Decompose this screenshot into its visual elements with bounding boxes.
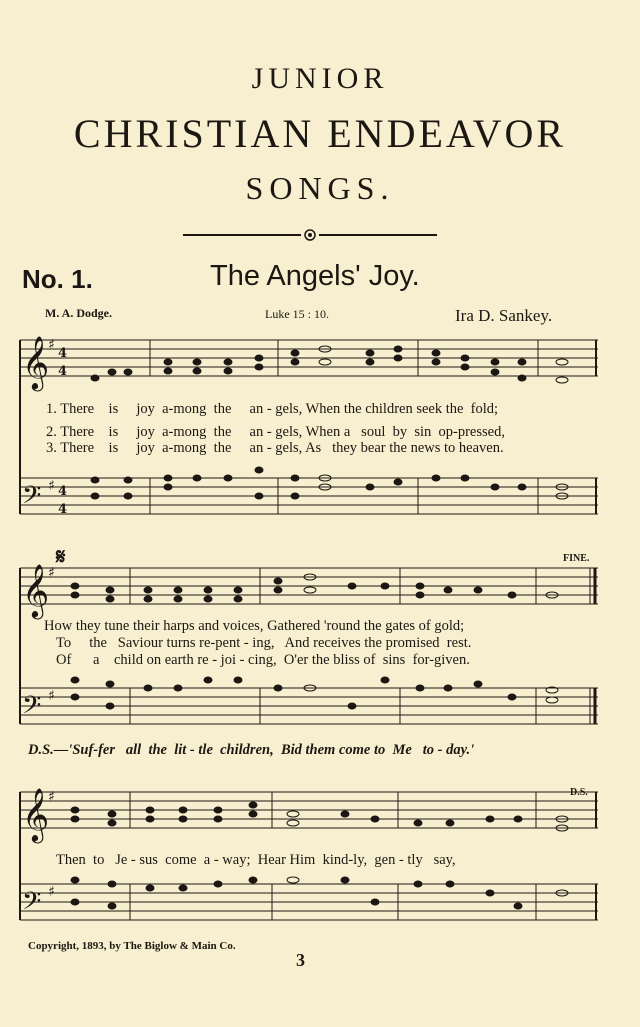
bass-staff-1 bbox=[20, 478, 598, 514]
book-title-songs: SONGS. bbox=[245, 170, 395, 206]
verse-1-line-2: How they tune their harps and voices, Gathered 'round the gates of gold; bbox=[44, 618, 465, 634]
verse-3-line-1: 3. There is joy a-mong the an - gels, As they bear the news to heaven. bbox=[46, 440, 504, 456]
svg-text:♯: ♯ bbox=[48, 789, 55, 805]
ds-refrain-line: D.S.—'Suf-fer all the lit - tle children, Bid them come to Me to - day.' bbox=[28, 742, 475, 758]
treble-staff-1 bbox=[20, 340, 598, 376]
svg-text:4: 4 bbox=[58, 346, 68, 361]
book-title-christian-endeavor: CHRISTIAN ENDEAVOR bbox=[73, 111, 567, 156]
fine-mark: FINE. bbox=[563, 553, 590, 564]
book-title-junior: JUNIOR bbox=[251, 62, 389, 95]
scripture-reference: Luke 15 : 10. bbox=[265, 307, 329, 321]
verse-2-line-2: To the Saviour turns re-pent - ing, And receives the promised rest. bbox=[56, 635, 472, 651]
svg-text:𝄞: 𝄞 bbox=[22, 563, 50, 617]
treble-staff-3 bbox=[20, 792, 598, 828]
copyright-notice: Copyright, 1893, by The Biglow & Main Co. bbox=[28, 940, 236, 952]
svg-text:♯: ♯ bbox=[48, 688, 55, 704]
lyricist: M. A. Dodge. bbox=[45, 306, 112, 320]
verse-2-line-1: 2. There is joy a-mong the an - gels, When a soul by sin op-pressed, bbox=[46, 424, 505, 440]
svg-text:♯: ♯ bbox=[48, 478, 55, 494]
notes-system-1-treble bbox=[91, 346, 568, 383]
hymn-number: No. 1. bbox=[22, 264, 93, 294]
svg-text:𝄢: 𝄢 bbox=[22, 887, 42, 922]
page-number: 3 bbox=[296, 950, 305, 970]
svg-text:4: 4 bbox=[58, 502, 68, 517]
svg-text:♯: ♯ bbox=[48, 884, 55, 900]
notes-system-3-treble bbox=[71, 802, 568, 831]
svg-text:𝄢: 𝄢 bbox=[22, 691, 42, 726]
verse-3-line-2: Of a child on earth re - joi - cing, O'er the bliss of sins for-given. bbox=[56, 652, 470, 668]
verse-1-line-1: 1. There is joy a-mong the an - gels, When the children seek the fold; bbox=[46, 401, 499, 417]
bass-staff-3 bbox=[20, 884, 598, 920]
svg-text:♯: ♯ bbox=[48, 337, 55, 353]
ds-mark: D.S. bbox=[570, 787, 588, 798]
svg-text:𝄞: 𝄞 bbox=[22, 335, 50, 389]
notes-system-1-bass bbox=[91, 467, 568, 499]
svg-text:𝄢: 𝄢 bbox=[22, 481, 42, 516]
svg-text:4: 4 bbox=[58, 484, 68, 499]
notes-system-2-treble bbox=[71, 574, 558, 602]
svg-text:𝄞: 𝄞 bbox=[22, 787, 50, 841]
hymn-title: The Angels' Joy. bbox=[210, 260, 420, 292]
svg-text:♯: ♯ bbox=[48, 565, 55, 581]
segno-icon: 𝄋 bbox=[56, 544, 66, 569]
notes-system-2-bass bbox=[71, 677, 558, 709]
chorus-line: Then to Je - sus come a - way; Hear Him kind-ly, gen - tly say, bbox=[56, 852, 456, 868]
composer: Ira D. Sankey. bbox=[455, 306, 553, 325]
svg-text:4: 4 bbox=[58, 364, 68, 379]
